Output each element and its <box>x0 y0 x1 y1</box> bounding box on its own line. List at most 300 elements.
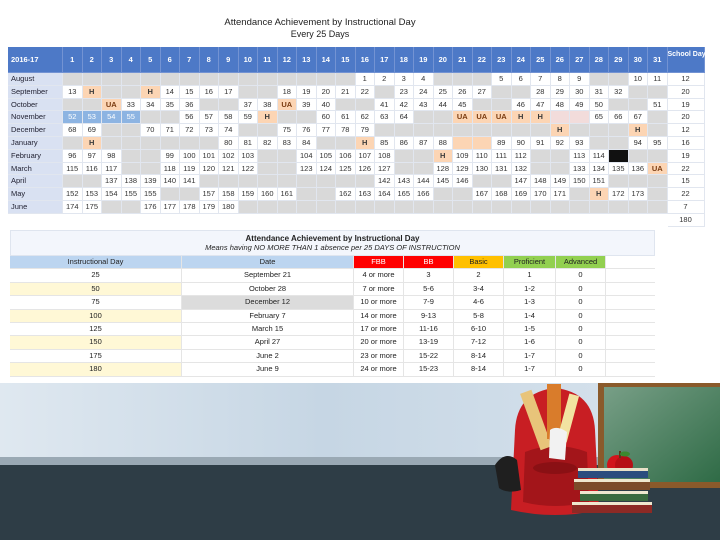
calendar-day-cell <box>122 124 142 137</box>
calendar-day-cell <box>356 175 376 188</box>
calendar-day-cell: UA <box>453 111 473 124</box>
calendar-day-cell <box>161 188 181 201</box>
calendar-day-cell: 169 <box>512 188 532 201</box>
calendar-day-cell <box>336 99 356 112</box>
calendar-day-cell: 39 <box>297 99 317 112</box>
calendar-day-cell: 146 <box>453 175 473 188</box>
calendar-day-cell: 80 <box>219 137 239 150</box>
calendar-day-cell <box>492 201 512 214</box>
calendar-day-cell: 66 <box>609 111 629 124</box>
calendar-day-cell: 78 <box>336 124 356 137</box>
calendar-day-cell <box>122 137 142 150</box>
targets-cell: 0 <box>556 363 606 375</box>
month-name: May <box>8 188 63 201</box>
calendar-day-cell <box>102 86 122 99</box>
calendar-day-cell <box>239 175 259 188</box>
calendar-day-cell: 82 <box>258 137 278 150</box>
calendar-day-cell <box>414 150 434 163</box>
calendar-day-cell: 67 <box>629 111 649 124</box>
calendar-day-cell <box>122 163 142 176</box>
calendar-day-cell: 153 <box>83 188 103 201</box>
calendar-day-cell: 173 <box>629 188 649 201</box>
calendar-day-cell <box>375 86 395 99</box>
calendar-day-cell: 140 <box>161 175 181 188</box>
calendar-day-cell: 99 <box>161 150 181 163</box>
calendar-day-cell <box>297 111 317 124</box>
calendar-day-cell <box>414 201 434 214</box>
calendar-day-cell: 27 <box>473 86 493 99</box>
calendar-month-row <box>8 137 705 150</box>
calendar-day-cell: 97 <box>83 150 103 163</box>
calendar-day-cell: 121 <box>219 163 239 176</box>
calendar-day-cell <box>570 111 590 124</box>
calendar-day-cell: 94 <box>629 137 649 150</box>
calendar-day-cell <box>648 175 668 188</box>
month-name: June <box>8 201 63 214</box>
calendar-day-cell: 163 <box>356 188 376 201</box>
calendar-day-cell <box>258 163 278 176</box>
calendar-day-cell <box>434 201 454 214</box>
calendar-day-cell <box>473 137 493 150</box>
targets-column-header: BB <box>404 256 454 268</box>
calendar-day-cell: 5 <box>492 73 512 86</box>
calendar-day-cell <box>219 73 239 86</box>
calendar-day-cell <box>122 73 142 86</box>
calendar-day-cell: 74 <box>219 124 239 137</box>
calendar-day-cell <box>219 175 239 188</box>
calendar-day-cell <box>512 124 532 137</box>
calendar-day-header: 13 <box>297 47 317 73</box>
calendar-day-cell <box>473 99 493 112</box>
calendar-day-cell: 69 <box>83 124 103 137</box>
month-name: December <box>8 124 63 137</box>
month-total: 15 <box>668 175 705 188</box>
calendar-day-cell <box>609 124 629 137</box>
calendar-day-cell: 8 <box>551 73 571 86</box>
targets-cell: 3-4 <box>454 283 504 295</box>
calendar-day-cell: 177 <box>161 201 181 214</box>
calendar-month-row <box>8 73 705 86</box>
calendar-day-cell: 171 <box>551 188 571 201</box>
calendar-day-cell <box>180 137 200 150</box>
targets-title: Attendance Achievement by Instructional Day <box>245 234 420 243</box>
targets-cell: 50 <box>10 283 182 295</box>
calendar-day-header: 27 <box>570 47 590 73</box>
month-name: September <box>8 86 63 99</box>
calendar-day-cell: 23 <box>395 86 415 99</box>
calendar-day-cell: 42 <box>395 99 415 112</box>
calendar-day-cell: 178 <box>180 201 200 214</box>
calendar-day-cell: 176 <box>141 201 161 214</box>
calendar-day-cell <box>141 137 161 150</box>
targets-cell: 2 <box>454 269 504 281</box>
calendar-day-cell <box>63 137 83 150</box>
calendar-day-cell: 65 <box>590 111 610 124</box>
targets-cell: 0 <box>556 350 606 362</box>
calendar-day-cell: 174 <box>63 201 83 214</box>
calendar-day-cell <box>161 111 181 124</box>
calendar-day-cell <box>492 175 512 188</box>
calendar-day-cell: 150 <box>570 175 590 188</box>
calendar-day-cell <box>356 99 376 112</box>
calendar-day-cell: H <box>83 137 103 150</box>
calendar-day-header: 15 <box>336 47 356 73</box>
month-name: August <box>8 73 63 86</box>
calendar-day-cell: 87 <box>414 137 434 150</box>
calendar-day-cell <box>629 175 649 188</box>
calendar-day-cell <box>570 124 590 137</box>
calendar-day-cell <box>278 175 298 188</box>
calendar-day-cell <box>395 150 415 163</box>
calendar-day-cell: 3 <box>395 73 415 86</box>
calendar-day-cell: 95 <box>648 137 668 150</box>
month-total: 16 <box>668 137 705 150</box>
calendar-day-header: 6 <box>161 47 181 73</box>
targets-column-header: Instructional Day <box>10 256 182 268</box>
calendar-day-cell <box>356 201 376 214</box>
calendar-header-row <box>8 47 710 73</box>
targets-row <box>10 310 655 323</box>
month-total: 22 <box>668 188 705 201</box>
calendar-day-cell <box>629 86 649 99</box>
calendar-day-cell <box>200 175 220 188</box>
calendar-day-cell: 113 <box>570 150 590 163</box>
calendar-day-cell: H <box>512 111 532 124</box>
calendar-day-cell: 36 <box>180 99 200 112</box>
calendar-day-cell: 145 <box>434 175 454 188</box>
calendar-day-cell: 162 <box>336 188 356 201</box>
calendar-day-cell: 7 <box>531 73 551 86</box>
calendar-day-cell: 175 <box>83 201 103 214</box>
calendar-day-cell: 43 <box>414 99 434 112</box>
targets-cell: 7-12 <box>454 336 504 348</box>
calendar-day-cell: UA <box>648 163 668 176</box>
targets-cell: 0 <box>556 310 606 322</box>
month-name: April <box>8 175 63 188</box>
calendar-day-cell: 154 <box>102 188 122 201</box>
calendar-day-cell: 132 <box>512 163 532 176</box>
calendar-day-cell <box>239 201 259 214</box>
calendar-day-cell: 18 <box>278 86 298 99</box>
targets-cell: 23 or more <box>354 350 404 362</box>
calendar-day-cell: 166 <box>414 188 434 201</box>
calendar-day-cell: 64 <box>395 111 415 124</box>
calendar-day-cell <box>609 99 629 112</box>
targets-row <box>10 336 655 349</box>
calendar-day-header: 21 <box>453 47 473 73</box>
calendar-day-cell <box>336 137 356 150</box>
month-total: 19 <box>668 99 705 112</box>
calendar-day-cell: 122 <box>239 163 259 176</box>
targets-cell: 3 <box>404 269 454 281</box>
calendar-day-cell <box>141 163 161 176</box>
calendar-day-header: 20 <box>434 47 454 73</box>
calendar-day-cell: 34 <box>141 99 161 112</box>
targets-row <box>10 350 655 363</box>
targets-cell: 1-6 <box>504 336 556 348</box>
calendar-day-cell <box>63 73 83 86</box>
calendar-day-cell: 45 <box>453 99 473 112</box>
calendar-day-cell: 123 <box>297 163 317 176</box>
calendar-day-cell <box>141 73 161 86</box>
month-total: 19 <box>668 150 705 163</box>
calendar-day-cell: 57 <box>200 111 220 124</box>
calendar-month-row <box>8 201 705 214</box>
calendar-day-cell: 155 <box>122 188 142 201</box>
calendar-day-cell: 14 <box>161 86 181 99</box>
month-total: 20 <box>668 111 705 124</box>
calendar-day-cell <box>414 124 434 137</box>
targets-title-block <box>10 230 655 256</box>
calendar-day-cell: 50 <box>590 99 610 112</box>
calendar-month-row <box>8 124 705 137</box>
targets-cell: 5-6 <box>404 283 454 295</box>
calendar-day-cell: 165 <box>395 188 415 201</box>
calendar-day-cell: 9 <box>570 73 590 86</box>
calendar-day-cell <box>629 99 649 112</box>
calendar-day-header: 5 <box>141 47 161 73</box>
targets-cell: 0 <box>556 269 606 281</box>
calendar-day-cell <box>551 201 571 214</box>
calendar-day-header: 24 <box>512 47 532 73</box>
calendar-day-cell <box>551 150 571 163</box>
calendar-day-cell: 75 <box>278 124 298 137</box>
targets-row <box>10 283 655 296</box>
calendar-day-cell: 38 <box>258 99 278 112</box>
calendar-month-row <box>8 175 705 188</box>
calendar-day-cell <box>590 73 610 86</box>
calendar-day-cell: 136 <box>629 163 649 176</box>
calendar-day-cell <box>629 201 649 214</box>
targets-cell: 1-7 <box>504 363 556 375</box>
calendar-day-cell <box>512 86 532 99</box>
calendar-day-cell <box>258 201 278 214</box>
calendar-day-cell: 120 <box>200 163 220 176</box>
calendar-day-cell: 108 <box>375 150 395 163</box>
calendar-day-cell <box>102 201 122 214</box>
targets-cell: 6-10 <box>454 323 504 335</box>
targets-cell: 8-14 <box>454 363 504 375</box>
calendar-day-cell: 167 <box>473 188 493 201</box>
calendar-day-cell: 112 <box>512 150 532 163</box>
calendar-day-cell: 89 <box>492 137 512 150</box>
targets-cell: 1-4 <box>504 310 556 322</box>
calendar-day-cell <box>492 124 512 137</box>
targets-cell: 14 or more <box>354 310 404 322</box>
calendar-day-cell: 135 <box>609 163 629 176</box>
calendar-day-cell <box>122 150 142 163</box>
targets-column-header: Date <box>182 256 354 268</box>
calendar-day-cell: 62 <box>356 111 376 124</box>
calendar-day-cell: UA <box>278 99 298 112</box>
calendar-day-cell: UA <box>492 111 512 124</box>
calendar-day-cell: 68 <box>63 124 83 137</box>
month-name: March <box>8 163 63 176</box>
targets-row <box>10 296 655 309</box>
targets-cell: 125 <box>10 323 182 335</box>
calendar-day-cell <box>278 73 298 86</box>
calendar-day-cell <box>336 175 356 188</box>
calendar-day-cell <box>219 99 239 112</box>
calendar-day-cell <box>531 150 551 163</box>
calendar-day-cell: 131 <box>492 163 512 176</box>
calendar-day-cell <box>648 124 668 137</box>
calendar-day-cell: 114 <box>590 150 610 163</box>
targets-cell: 15-23 <box>404 363 454 375</box>
calendar-day-cell <box>102 124 122 137</box>
calendar-day-cell: 138 <box>122 175 142 188</box>
calendar-day-cell <box>258 150 278 163</box>
calendar-day-cell <box>122 86 142 99</box>
calendar-day-cell: 148 <box>531 175 551 188</box>
calendar-day-cell: 125 <box>336 163 356 176</box>
calendar-day-header: 7 <box>180 47 200 73</box>
targets-cell: 0 <box>556 336 606 348</box>
calendar-day-cell: UA <box>102 99 122 112</box>
targets-cell: 17 or more <box>354 323 404 335</box>
calendar-day-cell: 1 <box>356 73 376 86</box>
calendar-day-cell: 116 <box>83 163 103 176</box>
calendar-day-cell: 127 <box>375 163 395 176</box>
calendar-day-cell: 159 <box>239 188 259 201</box>
calendar-day-cell: 119 <box>180 163 200 176</box>
calendar-day-header: 31 <box>648 47 668 73</box>
calendar-day-header: 10 <box>239 47 259 73</box>
calendar-day-cell: 106 <box>336 150 356 163</box>
calendar-day-cell <box>473 175 493 188</box>
calendar-day-cell <box>102 73 122 86</box>
calendar-day-cell: 17 <box>219 86 239 99</box>
calendar-day-cell <box>531 201 551 214</box>
calendar-day-cell <box>590 201 610 214</box>
targets-cell: December 12 <box>182 296 354 308</box>
calendar-day-cell: 109 <box>453 150 473 163</box>
calendar-day-cell: 81 <box>239 137 259 150</box>
calendar-day-cell: 41 <box>375 99 395 112</box>
calendar-day-cell: 147 <box>512 175 532 188</box>
calendar-day-cell <box>200 73 220 86</box>
calendar-day-cell <box>492 99 512 112</box>
calendar-day-cell <box>473 201 493 214</box>
calendar-day-cell: 79 <box>356 124 376 137</box>
calendar-month-row <box>8 188 705 201</box>
calendar-day-cell <box>434 124 454 137</box>
calendar-day-cell: 84 <box>297 137 317 150</box>
targets-cell: 4-6 <box>454 296 504 308</box>
calendar-day-cell <box>239 86 259 99</box>
calendar-day-cell: 61 <box>336 111 356 124</box>
calendar-day-cell <box>122 201 142 214</box>
calendar-day-header: 9 <box>219 47 239 73</box>
calendar-day-cell <box>512 201 532 214</box>
targets-cell: March 15 <box>182 323 354 335</box>
calendar-day-cell <box>473 73 493 86</box>
calendar-day-cell <box>629 150 649 163</box>
calendar-day-cell <box>239 124 259 137</box>
calendar-day-header: 14 <box>317 47 337 73</box>
calendar-day-cell <box>83 73 103 86</box>
targets-cell: 10 or more <box>354 296 404 308</box>
calendar-day-header: 4 <box>122 47 142 73</box>
calendar-day-cell: 151 <box>590 175 610 188</box>
targets-cell: 0 <box>556 296 606 308</box>
calendar-day-cell <box>83 99 103 112</box>
calendar-day-cell: 51 <box>648 99 668 112</box>
calendar-day-cell: 128 <box>434 163 454 176</box>
calendar-day-cell <box>317 201 337 214</box>
calendar-day-cell: 180 <box>219 201 239 214</box>
calendar-day-cell <box>453 201 473 214</box>
calendar-day-cell: H <box>83 86 103 99</box>
calendar-day-cell: 149 <box>551 175 571 188</box>
calendar-day-header: 22 <box>473 47 493 73</box>
calendar-day-header: 30 <box>629 47 649 73</box>
calendar-day-cell: 111 <box>492 150 512 163</box>
calendar-day-cell <box>200 137 220 150</box>
calendar-day-cell <box>453 188 473 201</box>
calendar-day-header: 12 <box>278 47 298 73</box>
calendar-day-cell: 115 <box>63 163 83 176</box>
calendar-day-cell <box>336 201 356 214</box>
targets-cell: 100 <box>10 310 182 322</box>
calendar-day-cell: 161 <box>278 188 298 201</box>
calendar-day-cell: 73 <box>200 124 220 137</box>
calendar-day-cell <box>609 201 629 214</box>
calendar-day-cell: 60 <box>317 111 337 124</box>
calendar-day-cell: 137 <box>102 175 122 188</box>
targets-cell: February 7 <box>182 310 354 322</box>
targets-cell: 24 or more <box>354 363 404 375</box>
targets-cell: 1-3 <box>504 296 556 308</box>
calendar-day-header: 25 <box>531 47 551 73</box>
calendar-day-cell: 110 <box>473 150 493 163</box>
calendar-day-cell: 49 <box>570 99 590 112</box>
calendar-day-cell: 104 <box>297 150 317 163</box>
calendar-day-cell <box>648 188 668 201</box>
calendar-day-cell <box>609 150 629 163</box>
targets-cell: 1 <box>504 269 556 281</box>
calendar-day-cell: 54 <box>102 111 122 124</box>
calendar-day-cell: 72 <box>180 124 200 137</box>
targets-cell: 175 <box>10 350 182 362</box>
targets-cell: September 21 <box>182 269 354 281</box>
calendar-day-cell: 40 <box>317 99 337 112</box>
calendar-day-cell: 32 <box>609 86 629 99</box>
targets-cell: 15-22 <box>404 350 454 362</box>
targets-column-header: Basic <box>454 256 504 268</box>
calendar-month-row <box>8 150 705 163</box>
month-total: 12 <box>668 73 705 86</box>
calendar-day-cell: 22 <box>356 86 376 99</box>
targets-cell: 5-8 <box>454 310 504 322</box>
calendar-day-cell <box>180 73 200 86</box>
calendar-day-cell: 4 <box>414 73 434 86</box>
calendar-day-cell <box>648 111 668 124</box>
calendar-day-cell <box>83 175 103 188</box>
month-total: 20 <box>668 86 705 99</box>
calendar-day-cell: 130 <box>473 163 493 176</box>
targets-cell: 7-9 <box>404 296 454 308</box>
calendar-day-cell <box>375 124 395 137</box>
calendar-day-header: 19 <box>414 47 434 73</box>
targets-cell: April 27 <box>182 336 354 348</box>
targets-cell: 0 <box>556 323 606 335</box>
calendar-day-cell <box>551 163 571 176</box>
calendar-day-cell: 129 <box>453 163 473 176</box>
targets-cell: 8-14 <box>454 350 504 362</box>
calendar-day-cell <box>317 73 337 86</box>
calendar-day-cell: 11 <box>648 73 668 86</box>
